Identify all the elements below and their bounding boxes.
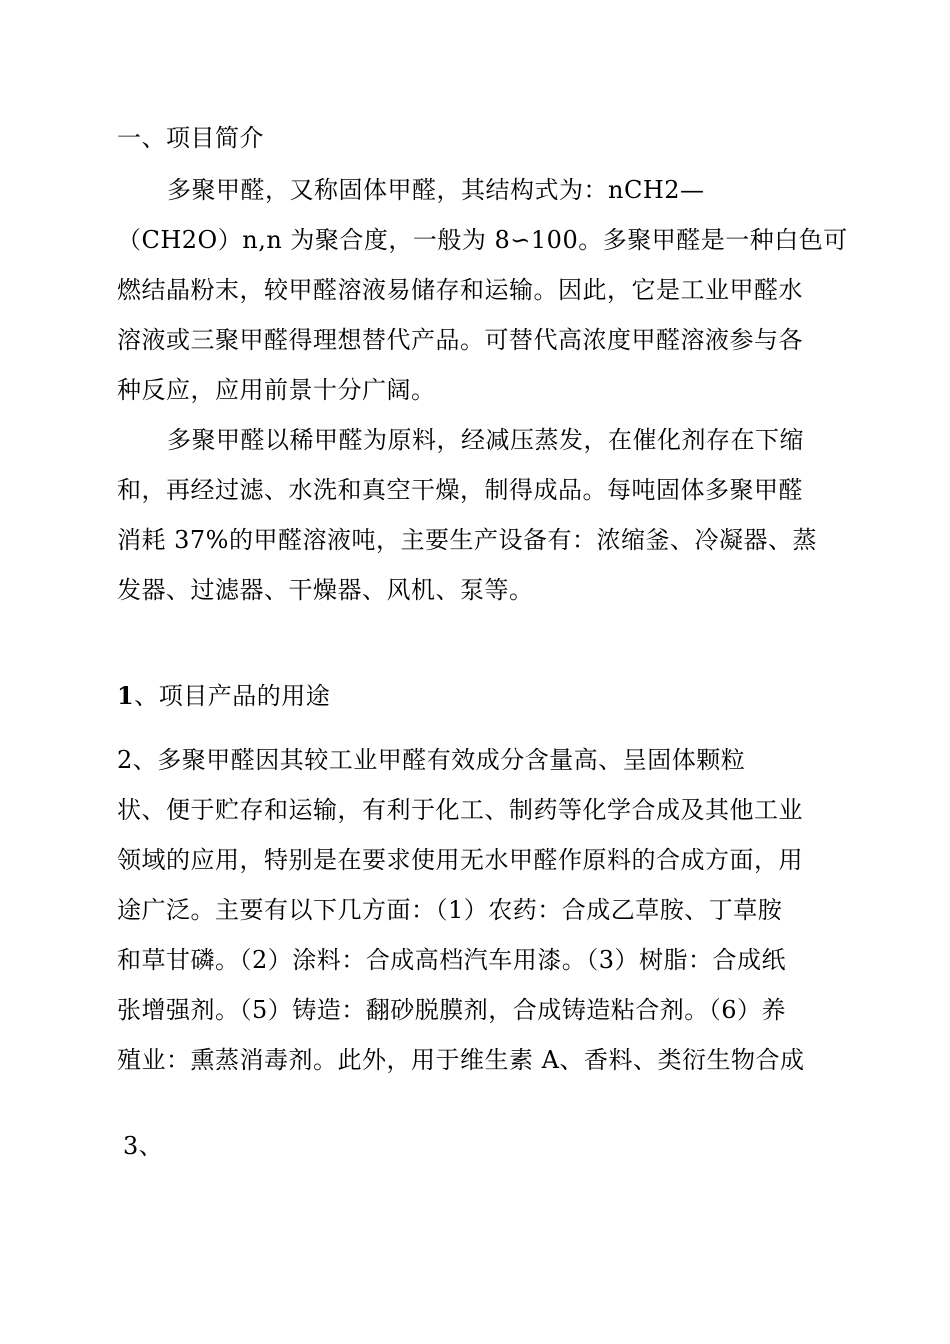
paragraph-line: 和草甘磷。（2）涂料：合成高档汽车用漆。（3）树脂：合成纸 [117,946,787,974]
section-1-number: 1 [117,681,135,710]
paragraph-line: （CH2O）n,n 为聚合度，一般为 8∽100。多聚甲醛是一种白色可 [117,226,848,254]
paragraph-line: 溶液或三聚甲醛得理想替代产品。可替代高浓度甲醛溶液参与各 [117,326,803,354]
section-heading: 一、项目简介 [117,124,264,152]
paragraph-line: 多聚甲醛以稀甲醛为原料，经减压蒸发，在催化剂存在下缩 [167,426,804,454]
paragraph-line: 发器、过滤器、干燥器、风机、泵等。 [117,576,534,604]
paragraph-line: 殖业：熏蒸消毒剂。此外，用于维生素 A、香料、类衍生物合成 [117,1046,805,1074]
paragraph-line: 状、便于贮存和运输，有利于化工、制药等化学合成及其他工业 [117,796,803,824]
paragraph-line: 消耗 37%的甲醛溶液吨，主要生产设备有：浓缩釜、冷凝器、蒸 [117,526,817,554]
paragraph-line: 2、多聚甲醛因其较工业甲醛有效成分含量高、呈固体颗粒 [117,746,746,774]
section-1-title: 、项目产品的用途 [134,682,331,710]
section-3-heading: 3、 [123,1132,164,1160]
paragraph-line: 途广泛。主要有以下几方面：（1）农药：合成乙草胺、丁草胺 [117,896,783,924]
paragraph-line: 燃结晶粉末，较甲醛溶液易储存和运输。因此，它是工业甲醛水 [117,276,803,304]
section-1-heading [117,682,330,710]
paragraph-line: 张增强剂。（5）铸造：翻砂脱膜剂，合成铸造粘合剂。（6）养 [117,996,787,1024]
paragraph-line: 领域的应用，特别是在要求使用无水甲醛作原料的合成方面，用 [117,846,803,874]
paragraph-line: 多聚甲醛，又称固体甲醛，其结构式为：nCH2— [167,176,705,204]
paragraph-line: 种反应，应用前景十分广阔。 [117,376,436,404]
paragraph-line: 和，再经过滤、水洗和真空干燥，制得成品。每吨固体多聚甲醛 [117,476,803,504]
